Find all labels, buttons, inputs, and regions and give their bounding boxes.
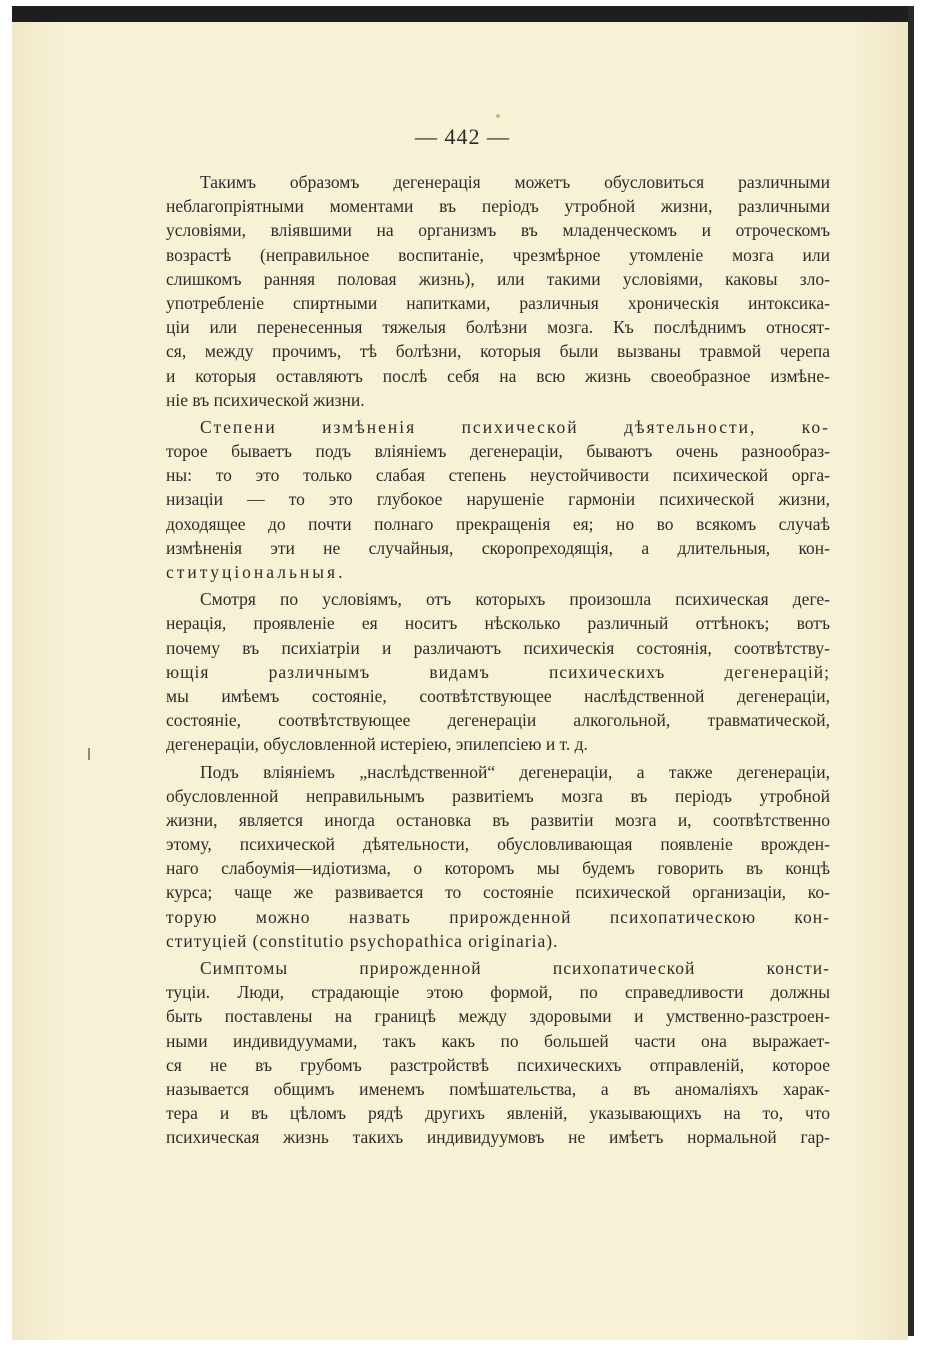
text-line: возрастѣ (неправильное воспитаніе, чрезмѣрное утомленіе мозга или	[166, 244, 830, 265]
text-line: слишкомъ ранняя половая жизнь), или такими условіями, каковы зло-	[166, 268, 830, 289]
text-line: ституціональныя.	[166, 562, 346, 582]
text-line: почему въ психіатріи и различаютъ психическія состоянія, соотвѣтству-	[166, 637, 830, 658]
text-line: состояніе, соотвѣтствующее дегенераціи алкогольной, травматической,	[166, 710, 830, 731]
text-line: ституціей (constitutio psychopathica originaria).	[166, 930, 559, 951]
text-line: доходящее до почти полнаго прекращенія ея; но во всякомъ случаѣ	[166, 513, 830, 534]
text-line: мы имѣемъ состояніе, соотвѣтствующее наслѣдственной дегенераціи,	[166, 685, 830, 706]
text-line: этому, психической дѣятельности, обусловливающая появленіе врожден-	[166, 834, 830, 855]
text-line: низаціи — то это глубокое нарушеніе гармоніи психической жизни,	[166, 489, 830, 510]
text-line: быть поставлены на границѣ между здоровыми и умственно-разстроен-	[166, 1006, 830, 1027]
page-text	[166, 170, 830, 1150]
text-line: Смотря по условіямъ, отъ которыхъ произошла психическая деге-	[200, 589, 830, 610]
text-line: жизни, является иногда остановка въ развитіи мозга и, соотвѣтственно	[166, 809, 830, 830]
text-line: курса; чаще же развивается то состояніе психической организаціи, ко-	[166, 882, 830, 903]
text-line: наго слабоумія—идіотизма, о которомъ мы будемъ говорить въ концѣ	[166, 858, 830, 879]
text-line: и которыя оставляютъ послѣ себя на всю жизнь своеобразное измѣне-	[166, 365, 830, 386]
text-line: Такимъ образомъ дегенерація можетъ обусловиться различными	[200, 172, 830, 192]
page-number: — 442 —	[415, 124, 510, 149]
text-line: измѣненія эти не случайныя, скоропреходящія, а длительныя, кон-	[166, 537, 830, 558]
text-line: условіями, вліявшими на организмъ въ младенческомъ и отроческомъ	[166, 220, 830, 241]
paper-speck	[496, 114, 500, 118]
text-line: торую можно назвать прирожденной психопатическою кон-	[166, 906, 830, 927]
text-line: нерація, проявленіе ея носитъ нѣсколько различный оттѣнокъ; вотъ	[166, 613, 830, 634]
text-line: ся, между прочимъ, тѣ болѣзни, которыя были вызваны травмой черепа	[166, 341, 830, 362]
text-line: ющія различнымъ видамъ психическихъ дегенерацій;	[166, 661, 830, 682]
text-line: Симптомы прирожденной психопатической консти-	[200, 958, 830, 978]
scan-top-edge	[12, 6, 913, 22]
text-line: обусловленной неправильнымъ развитіемъ мозга въ періодъ утробной	[166, 785, 830, 806]
text-line: психическая жизнь такихъ индивидуумовъ не имѣетъ нормальной гар-	[166, 1127, 830, 1148]
text-line: неблагопріятными моментами въ періодъ утробной жизни, различными	[166, 196, 830, 217]
text-line: ся не въ грубомъ разстройствѣ психическихъ отправленій, которое	[166, 1054, 830, 1075]
text-line: торое бываетъ подъ вліяніемъ дегенераціи, бываютъ очень разнообраз-	[166, 441, 830, 462]
text-line: Степени измѣненія психической дѣятельности, ко-	[200, 416, 830, 437]
text-line: Подъ вліяніемъ „наслѣдственной“ дегенераціи, а также дегенераціи,	[200, 761, 830, 782]
text-line: дегенераціи, обусловленной истеріею, эпилепсіею и т. д.	[166, 734, 588, 755]
text-line: употребленіе спиртными напитками, различныя хроническія интоксика-	[166, 292, 830, 313]
margin-mark	[88, 748, 90, 760]
text-line: тера и въ цѣломъ рядѣ другихъ явленій, указывающихъ на то, что	[166, 1103, 830, 1124]
text-line: ніе въ психической жизни.	[166, 389, 365, 410]
text-line: называется общимъ именемъ помѣшательства, а въ аномаліяхъ харак-	[166, 1078, 830, 1099]
text-line: ны: то это только слабая степень неустойчивости психической орга-	[166, 465, 830, 486]
text-line: туціи. Люди, страдающіе этою формой, по справедливости должны	[166, 982, 830, 1003]
text-line: ными индивидуумами, такъ какъ по большей части она выражает-	[166, 1030, 830, 1051]
text-line: ціи или перенесенныя тяжелыя болѣзни мозга. Къ послѣднимъ относят-	[166, 317, 830, 338]
scan-right-edge	[908, 6, 914, 1336]
